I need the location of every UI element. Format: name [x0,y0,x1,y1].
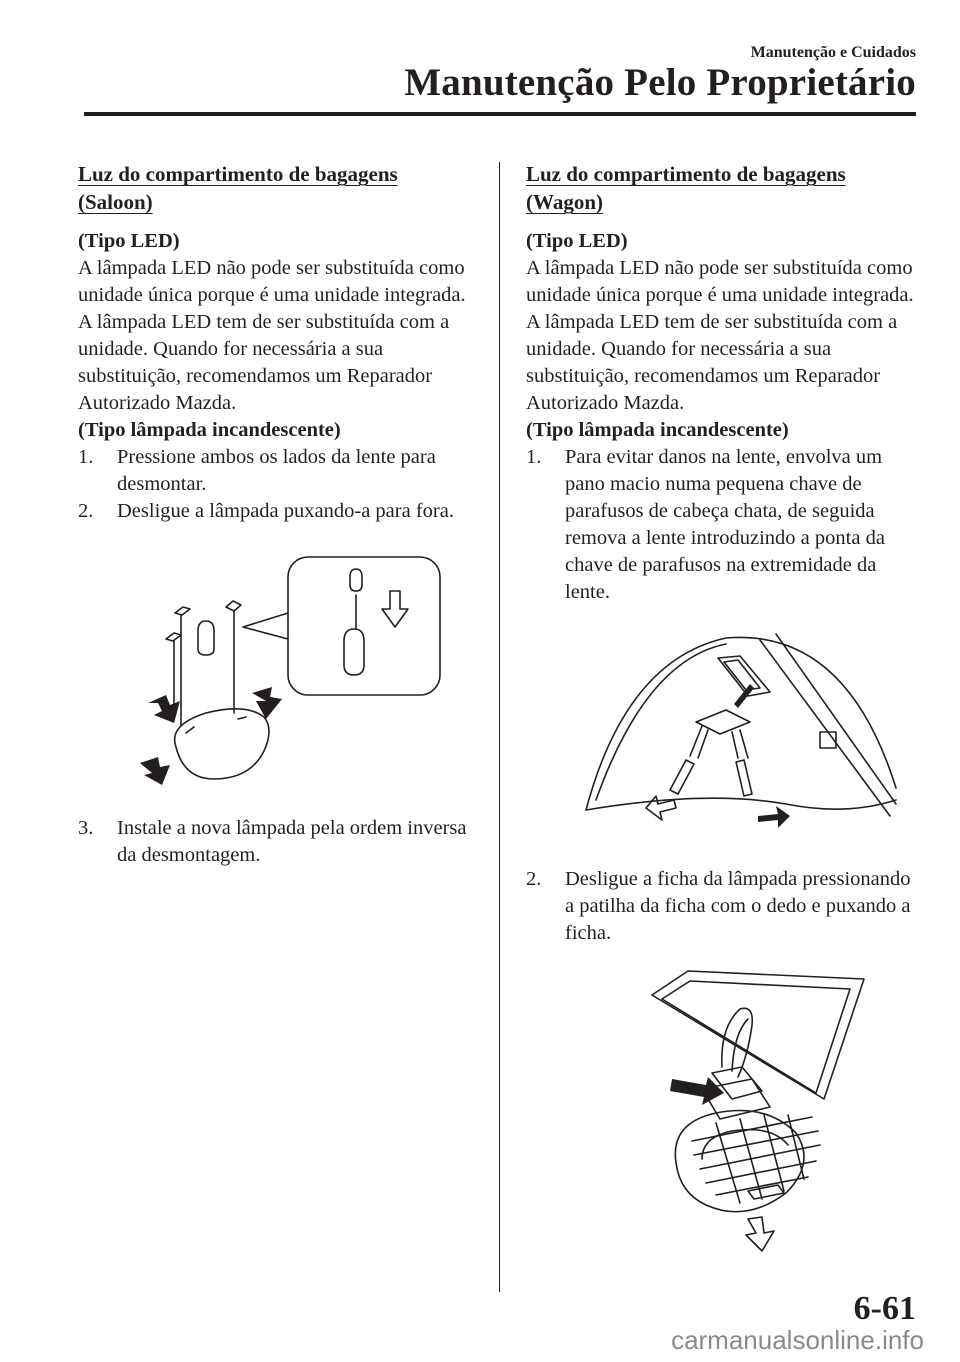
left-column [78,160,473,869]
incandescent-heading: (Tipo lâmpada incandescente) [526,419,789,441]
chapter-title: Manutenção e Cuidados [750,44,916,61]
wagon-section-title: Luz do compartimento de bagagens (Wagon) [526,162,846,214]
led-paragraph-1: A lâmpada LED não pode ser substituída como unidade única porque é uma unidade integrada. [78,257,466,306]
step-2: 2. Desligue a lâmpada puxando-a para fora. [78,500,454,522]
incandescent-heading: (Tipo lâmpada incandescente) [78,419,341,441]
section-title: Manutenção Pelo Proprietário [404,61,916,104]
saloon-section-title: Luz do compartimento de bagagens (Saloon) [78,162,398,214]
led-type-heading: (Tipo LED) [526,230,628,252]
wagon-lens-removal-illustration [526,630,921,840]
step-2: 2. Desligue a ficha da lâmpada pressionando a patilha da ficha com o dedo e puxando a ficha. [526,868,911,944]
saloon-lens-removal-illustration [78,543,473,793]
led-paragraph-2: A lâmpada LED tem de ser substituída com a unidade. Quando for necessária a sua substituição, recomendamos um Reparador Autorizado Mazda. [78,311,450,414]
led-paragraph-2: A lâmpada LED tem de ser substituída com a unidade. Quando for necessária a sua substituição, recomendamos um Reparador Autorizado Mazda. [526,311,898,414]
page-number: 6-61 [853,1290,916,1327]
header-rule [84,112,916,116]
wagon-bulb-connector-illustration [526,963,921,1253]
right-column [526,160,921,1253]
led-type-heading: (Tipo LED) [78,230,180,252]
step-3: 3. Instale a nova lâmpada pela ordem inversa da desmontagem. [78,817,467,866]
watermark: carmanualsonline.info [671,1325,924,1355]
step-1: 1. Pressione ambos os lados da lente para desmontar. [78,446,436,495]
column-divider [499,162,500,1292]
step-1: 1. Para evitar danos na lente, envolva um pano macio numa pequena chave de parafusos de cabeça chata, de seguida remova a lente introduzindo a ponta da chave de parafusos na extremidade da lente. [526,446,885,603]
led-paragraph-1: A lâmpada LED não pode ser substituída como unidade única porque é uma unidade integrada. [526,257,914,306]
